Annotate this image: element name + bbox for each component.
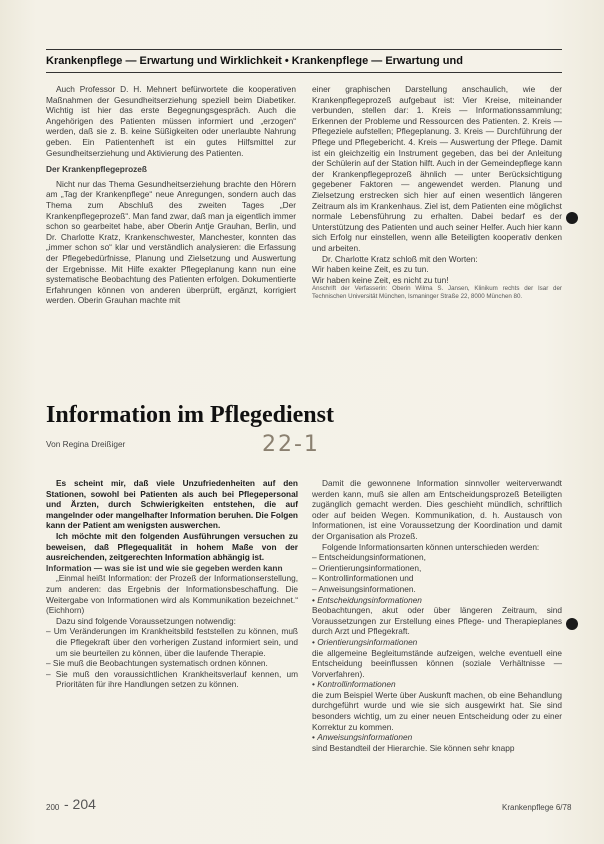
top-right-column xyxy=(312,84,562,301)
paragraph: einer graphischen Darstellung anschaulich, wie der Krankenpflegeprozeß aufgebaut ist: Vier Kreise, miteinander verbunden, stellen dar: 1. Kreis — Informationssammlung; Erkennen der Probleme und Ressourcen des Patienten. 2. Kreis — Pflegeziele aufstellen; Pflegeplanung. 3. Kreis — Durchführung der Pflege und Pflegebericht. 4. Kreis — Auswertung der Pflege. Damit ist ein gleichzeitig ein Instrument gegeben, das bei der Anleitung der Schülerin auf der Station hilft. Auch in der Gemeindepflege kann der Krankenpflegeprozeß ähnlich — unter Berücksichtigung gegebener Faktoren — angewendet werden. Planung und Zielsetzung erstrecken sich hier auf einen wesentlich längeren Zeitraum als im Krankenhaus. Ziel ist, dem Patienten eine möglichst normale Lebensführung zu erhalten. Dabei bedarf es der Unterstützung des Patienten und auch seiner Helfer. Auch hier kann sich Erfolg nur einstellen, wenn alle Beteiligten kooperativ denken und arbeiten. xyxy=(312,84,562,253)
list-item: – Kontrollinformationen und xyxy=(312,573,562,584)
paragraph: „Einmal heißt Information: der Prozeß der Informationserstellung, zum anderen: das Ergebnis der Informationsbeschaffung. Die Weitergabe von Informationen wird als Kommunikation bezeichnet.“ (Eichhorn) xyxy=(46,573,298,616)
bullet-heading: • Kontrollinformationen xyxy=(312,679,562,690)
punch-hole-icon xyxy=(566,618,578,630)
paragraph: Nicht nur das Thema Gesundheitserziehung brachte den Hörern am „Tag der Krankenpflege“ neue Anregungen, sondern auch das Thema zum Abschluß des zweiten Tages „Der Krankenpflegeprozeß“. Man fand zwar, daß man ja eigentlich immer schon so gearbeitet habe, aber Oberin Antje Grauhan, Berlin, und Dr. Charlotte Kratz, Krankenschwester, Manchester, konnten das „immer schon so“ klar und verständlich analysieren: die Erfassung der Pflegebedürfnisse, Planung und Zielsetzung und Auswertung der Ergebnisse. Mit Hilfe exakter Pflegeplanung kann nun eine systematische Beobachtung des Patienten erfolgen. Dokumentierte Erfahrungen können von anderen überprüft, ergänzt, korrigiert werden. Oberin Grauhan machte mit xyxy=(46,178,296,306)
paragraph: Dazu sind folgende Voraussetzungen notwendig: xyxy=(56,615,236,626)
bullet-heading: • Entscheidungsinformationen xyxy=(312,595,562,606)
bullet-heading: • Orientierungsinformationen xyxy=(312,637,562,648)
paragraph: sind Bestandteil der Hierarchie. Sie können sehr knapp xyxy=(312,742,515,753)
lead-paragraph: Es scheint mir, daß viele Unzufriedenheiten auf den Stationen, sowohl bei Patienten als auch bei Pflegepersonal und Ärzten, durch Schwierigkeiten entstehen, die auf mangelnder oder mangelhafter Information beruhen. Die Folgen kann der Patient am wenigsten auswerchen. xyxy=(46,478,298,531)
paragraph: die allgemeine Begleitumstände aufzeigen, welche eventuell eine Entscheidung beeinflussen können (soziale Verhältnisse — Vorverfahren). xyxy=(312,647,562,679)
author-address-footnote: Anschrift der Verfasserin: Oberin Wilma S. Jansen, Klinikum rechts der Isar der Technischen Universität München, Ismaninger Straße 22, 8000 München 80. xyxy=(312,285,562,301)
paragraph: Auch Professor D. H. Mehnert befürwortete die kooperativen Maßnahmen der Gesundheitserziehung speziell beim Diabetiker. Wichtig ist hier das erste Begegnungsgespräch. Auch die Angehörigen des Patienten müssen informiert und „erzogen“ werden, daß sie z. B. keine Süßigkeiten oder unerlaubte Nahrung geben. Ein Patientenheft ist ein gutes Hilfsmittel zur Gesundheitserziehung und Aktivierung des Patienten. xyxy=(46,84,296,158)
bottom-left-column xyxy=(46,478,298,690)
paragraph: Folgende Informationsarten können unterschieden werden: xyxy=(322,541,540,552)
punch-hole-icon xyxy=(566,212,578,224)
bottom-right-column xyxy=(312,478,562,753)
paragraph: Dr. Charlotte Kratz schloß mit den Worten: xyxy=(322,253,478,264)
handwritten-note: 22-1 xyxy=(262,432,320,457)
top-left-column xyxy=(46,84,296,306)
article-author: Von Regina Dreißiger xyxy=(46,439,126,449)
article-title: Information im Pflegedienst xyxy=(46,402,334,428)
list-item: – Sie muß die Beobachtungen systematisch ordnen können. xyxy=(46,658,298,669)
list-item: – Entscheidungsinformationen, xyxy=(312,552,562,563)
quote-line: Wir haben keine Zeit, es zu tun. xyxy=(312,264,429,275)
paragraph: Beobachtungen, akut oder über längeren Zeitraum, sind Voraussetzungen zur Erstellung eines Pflege- und Therapieplanes durch Arzt und Pflegekraft. xyxy=(312,605,562,637)
paragraph: die zum Beispiel Werte über Auskunft machen, ob eine Behandlung durchgeführt wurde und wie sie sich ausgewirkt hat. Sie sind besonders wichtig, um zu einer neuen Entscheidung oder zu einer Korrektur zu kommen. xyxy=(312,689,562,732)
quote-line: Wir haben keine Zeit, es nicht zu tun! xyxy=(312,274,449,285)
paragraph: Damit die gewonnene Information sinnvoller weiterverwandt werden kann, muß sie allen am Entscheidungsprozeß Beteiligten zugänglich gemacht werden. Dies geschieht mündlich, schriftlich oder auf beiden Wegen. Kommunikation, d. h. Austausch von Informationen, ist eine Voraussetzung der Koordination und damit der Organisation als Prozeß. xyxy=(312,478,562,541)
handwritten-page-number: - 204 xyxy=(64,796,96,812)
printed-page-number: 200 xyxy=(46,803,60,812)
list-item: – Um Veränderungen im Krankheitsbild feststellen zu können, muß die Pflegekraft über den vorherigen Zustand informiert sein, und um sie beurteilen zu können, über die laufende Therapie. xyxy=(46,626,298,658)
journal-issue: Krankenpflege 6/78 xyxy=(502,803,572,812)
list-item: – Sie muß den voraussichtlichen Krankheitsverlauf kennen, um Prioritäten für ihre Handlungen setzen zu können. xyxy=(46,669,298,690)
running-header: Krankenpflege — Erwartung und Wirklichkeit • Krankenpflege — Erwartung und xyxy=(46,49,562,73)
list-item: – Anweisungsinformationen. xyxy=(312,584,562,595)
section-heading: Information — was sie ist und wie sie gegeben werden kann xyxy=(46,562,283,573)
bullet-heading: • Anweisungsinformationen xyxy=(312,732,562,743)
subheading: Der Krankenpflegeprozeß xyxy=(46,164,147,175)
list-item: – Orientierungsinformationen, xyxy=(312,563,562,574)
information-types-list xyxy=(312,552,562,594)
requirements-list xyxy=(46,626,298,690)
lead-paragraph: Ich möchte mit den folgenden Ausführungen versuchen zu beweisen, daß Pflegequalität in hohem Maße von der ausreichenden, zeitgerechten Information abhängig ist. xyxy=(46,530,298,563)
